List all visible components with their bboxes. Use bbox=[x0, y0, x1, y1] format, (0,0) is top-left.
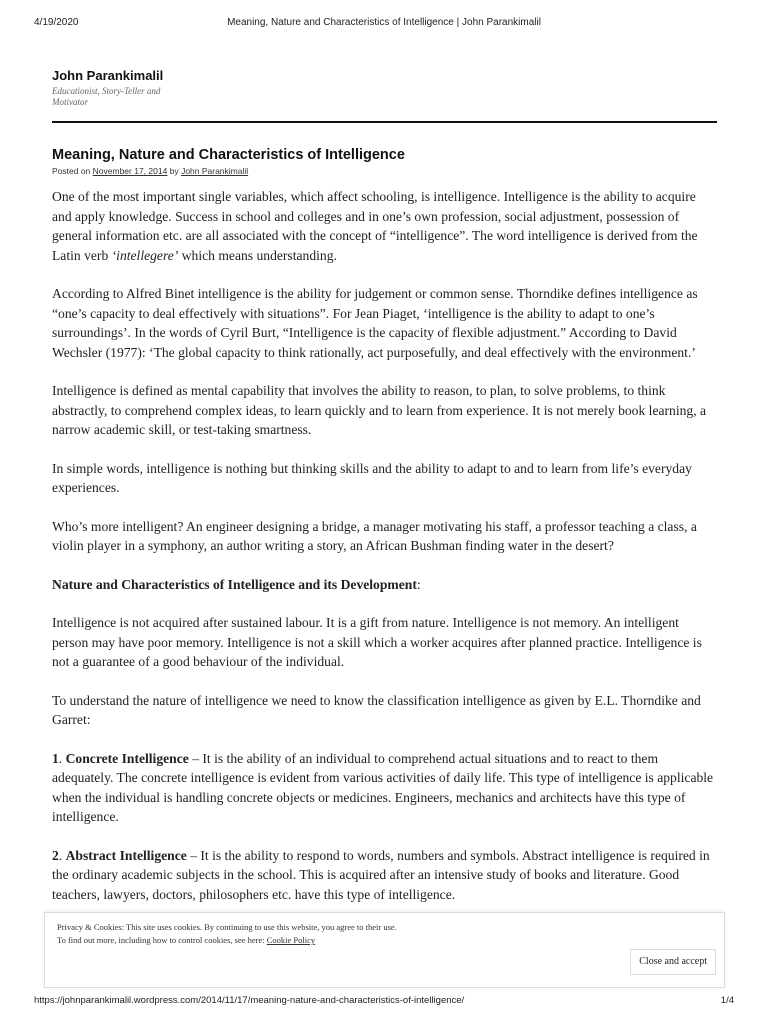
cookie-notice-prefix: To find out more, including how to control cookies, see here: bbox=[57, 935, 267, 945]
print-header bbox=[34, 17, 734, 31]
article-meta bbox=[52, 165, 717, 177]
page-url: https://johnparankimalil.wordpress.com/2014/11/17/meaning-nature-and-characteristics-of-intelligence/ bbox=[34, 995, 465, 1006]
paragraph-intro bbox=[52, 187, 717, 265]
paragraph-classification: To understand the nature of intelligence we need to know the classification intelligence as given by E.L. Thorndike and Garret: bbox=[52, 692, 701, 727]
section-heading bbox=[52, 575, 717, 595]
item-number-dot: . bbox=[58, 750, 63, 766]
section-heading-colon: : bbox=[416, 576, 421, 592]
section-heading-text: Nature and Characteristics of Intelligence and its Development bbox=[52, 576, 417, 592]
cookie-banner bbox=[44, 912, 725, 988]
list-item-abstract bbox=[52, 846, 717, 905]
print-footer bbox=[34, 995, 734, 1009]
meta-by-label: by bbox=[169, 166, 179, 176]
paragraph-intro-text: One of the most important single variables, which affect schooling, is intelligence. Intelligence is the ability to acquire and apply knowledge. Success in school and colleges and in one’s own profession, social adjustment, possession of general information etc. are all associated with the concept of “intelligence”. The word intelligence is derived from the Latin verb bbox=[52, 189, 698, 263]
close-and-accept-button[interactable]: Close and accept bbox=[630, 949, 716, 975]
article bbox=[52, 146, 717, 923]
item-number: 1 bbox=[52, 750, 59, 766]
site-title-link[interactable]: John Parankimalil bbox=[52, 68, 164, 83]
header-divider bbox=[52, 121, 717, 123]
paragraph-intro-text-end: which means understanding. bbox=[178, 247, 337, 263]
paragraph-definitions: According to Alfred Binet intelligence is the ability for judgement or common sense. Thorndike defines intelligence as “one’s capacity to deal effectively with situations”. For Jean Piaget, ‘intelligence is the ability to adapt to one’s surroundings’. In the words of Cyril Burt, “Intelligence is the capacity of flexible adjustment.” According to David Wechsler (1977): ‘The global capacity to think rationally, act purposefully, and deal effectively with the environment.’ bbox=[52, 286, 698, 360]
cookie-notice-text bbox=[57, 921, 397, 947]
print-date: 4/19/2020 bbox=[34, 17, 79, 28]
site-description: Educationist, Story-Teller and Motivator bbox=[52, 86, 161, 107]
item-description: – It is the ability to respond to words, numbers and symbols. Abstract intelligence is required in the ordinary academic subjects in the school. This is acquired after an intensive study of books and literature. Good teachers, lawyers, doctors, philosophers etc. have this type of intelligence. bbox=[52, 847, 710, 902]
item-title: Concrete Intelligence bbox=[65, 750, 189, 766]
cookie-notice-line-2 bbox=[57, 934, 397, 947]
print-page-title: Meaning, Nature and Characteristics of Intelligence | John Parankimalil bbox=[227, 17, 541, 28]
paragraph-simple-words: In simple words, intelligence is nothing but thinking skills and the ability to adapt to and to learn from life’s everyday experiences. bbox=[52, 460, 692, 495]
cookie-notice-line: Privacy & Cookies: This site uses cookies. By continuing to use this website, you agree to their use. bbox=[57, 922, 397, 932]
list-item-concrete bbox=[52, 749, 717, 827]
author-link[interactable]: John Parankimalil bbox=[181, 166, 249, 176]
paragraph-mental-capability: Intelligence is defined as mental capability that involves the ability to reason, to plan, to solve problems, to think abstractly, to comprehend complex ideas, to learn quickly and to learn from experience. It is not merely book learning, a narrow academic skill, or test-taking smartness. bbox=[52, 383, 707, 437]
paragraph-nature: Intelligence is not acquired after sustained labour. It is a gift from nature. Intelligence is not memory. An intelligent person may have poor memory. Intelligence is not a skill which a worker acquires after planned practice. Intelligence is not a guarantee of a good behaviour of the individual. bbox=[52, 615, 702, 669]
item-title: Abstract Intelligence bbox=[65, 847, 187, 863]
item-description: – It is the ability of an individual to comprehend actual situations and to react to them adequately. The concrete intelligence is evident from various activities of daily life. This type of intelligence is applicable when the individual is handling concrete objects or medicines. Engineers, mechanics and architects have this type of intelligence. bbox=[52, 750, 714, 824]
paragraph-question: Who’s more intelligent? An engineer designing a bridge, a manager motivating his staff, a professor teaching a class, a violin player in a symphony, an author writing a story, an African Bushman finding water in the desert? bbox=[52, 518, 697, 553]
article-content bbox=[52, 187, 717, 904]
meta-posted-on-label: Posted on bbox=[52, 166, 91, 176]
page-number: 1/4 bbox=[720, 995, 734, 1006]
article-title: Meaning, Nature and Characteristics of Intelligence bbox=[52, 147, 405, 163]
latin-term: ‘intellegere’ bbox=[111, 247, 179, 263]
cookie-policy-link[interactable]: Cookie Policy bbox=[266, 935, 316, 945]
item-number-dot: . bbox=[58, 847, 63, 863]
site-header bbox=[52, 68, 252, 108]
post-date-link[interactable]: November 17, 2014 bbox=[92, 166, 168, 176]
item-number: 2 bbox=[52, 847, 59, 863]
